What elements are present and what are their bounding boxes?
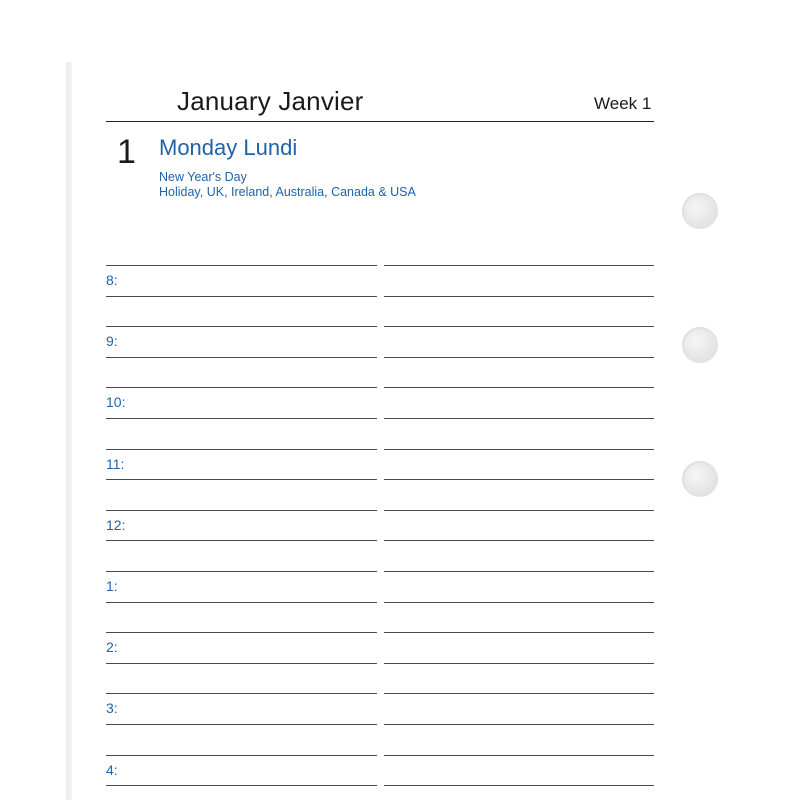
writing-line-right: [384, 418, 654, 419]
hour-label: 11:: [106, 456, 125, 472]
week-label: Week 1: [594, 94, 652, 113]
writing-line-left: [106, 479, 377, 480]
hour-label: 4:: [106, 762, 118, 778]
hour-label: 8:: [106, 272, 118, 288]
writing-line-right: [384, 632, 654, 633]
writing-line-right: [384, 449, 654, 450]
holiday-regions: Holiday, UK, Ireland, Australia, Canada & USA: [159, 185, 416, 199]
writing-line-left: [106, 449, 377, 450]
writing-line-right: [384, 693, 654, 694]
writing-line-left: [106, 785, 377, 786]
writing-line-right: [384, 479, 654, 480]
header-rule: [106, 121, 654, 122]
binder-hole: [682, 327, 718, 363]
holiday-name: New Year's Day: [159, 170, 247, 184]
writing-line-left: [106, 387, 377, 388]
writing-line-left: [106, 724, 377, 725]
writing-line-right: [384, 602, 654, 603]
hour-label: 12:: [106, 517, 126, 533]
writing-line-left: [106, 693, 377, 694]
binder-hole: [682, 461, 718, 497]
writing-line-right: [384, 387, 654, 388]
writing-line-right: [384, 540, 654, 541]
hour-label: 9:: [106, 333, 118, 349]
month-title: January Janvier: [177, 86, 364, 116]
writing-line-right: [384, 724, 654, 725]
writing-line-left: [106, 632, 377, 633]
writing-line-left: [106, 265, 377, 266]
writing-line-left: [106, 755, 377, 756]
writing-line-left: [106, 602, 377, 603]
writing-line-left: [106, 663, 377, 664]
writing-line-left: [106, 418, 377, 419]
day-number: 1: [117, 133, 136, 171]
writing-line-left: [106, 357, 377, 358]
writing-line-right: [384, 357, 654, 358]
writing-line-left: [106, 510, 377, 511]
writing-line-right: [384, 510, 654, 511]
writing-line-right: [384, 265, 654, 266]
writing-line-left: [106, 326, 377, 327]
writing-line-right: [384, 785, 654, 786]
hour-label: 2:: [106, 639, 118, 655]
writing-line-left: [106, 540, 377, 541]
writing-line-left: [106, 296, 377, 297]
writing-line-left: [106, 571, 377, 572]
binder-hole: [682, 193, 718, 229]
day-name: Monday Lundi: [159, 135, 298, 160]
hour-label: 3:: [106, 700, 118, 716]
writing-line-right: [384, 755, 654, 756]
hour-label: 10:: [106, 394, 126, 410]
writing-line-right: [384, 571, 654, 572]
hour-label: 1:: [106, 578, 118, 594]
writing-line-right: [384, 326, 654, 327]
writing-line-right: [384, 663, 654, 664]
writing-line-right: [384, 296, 654, 297]
